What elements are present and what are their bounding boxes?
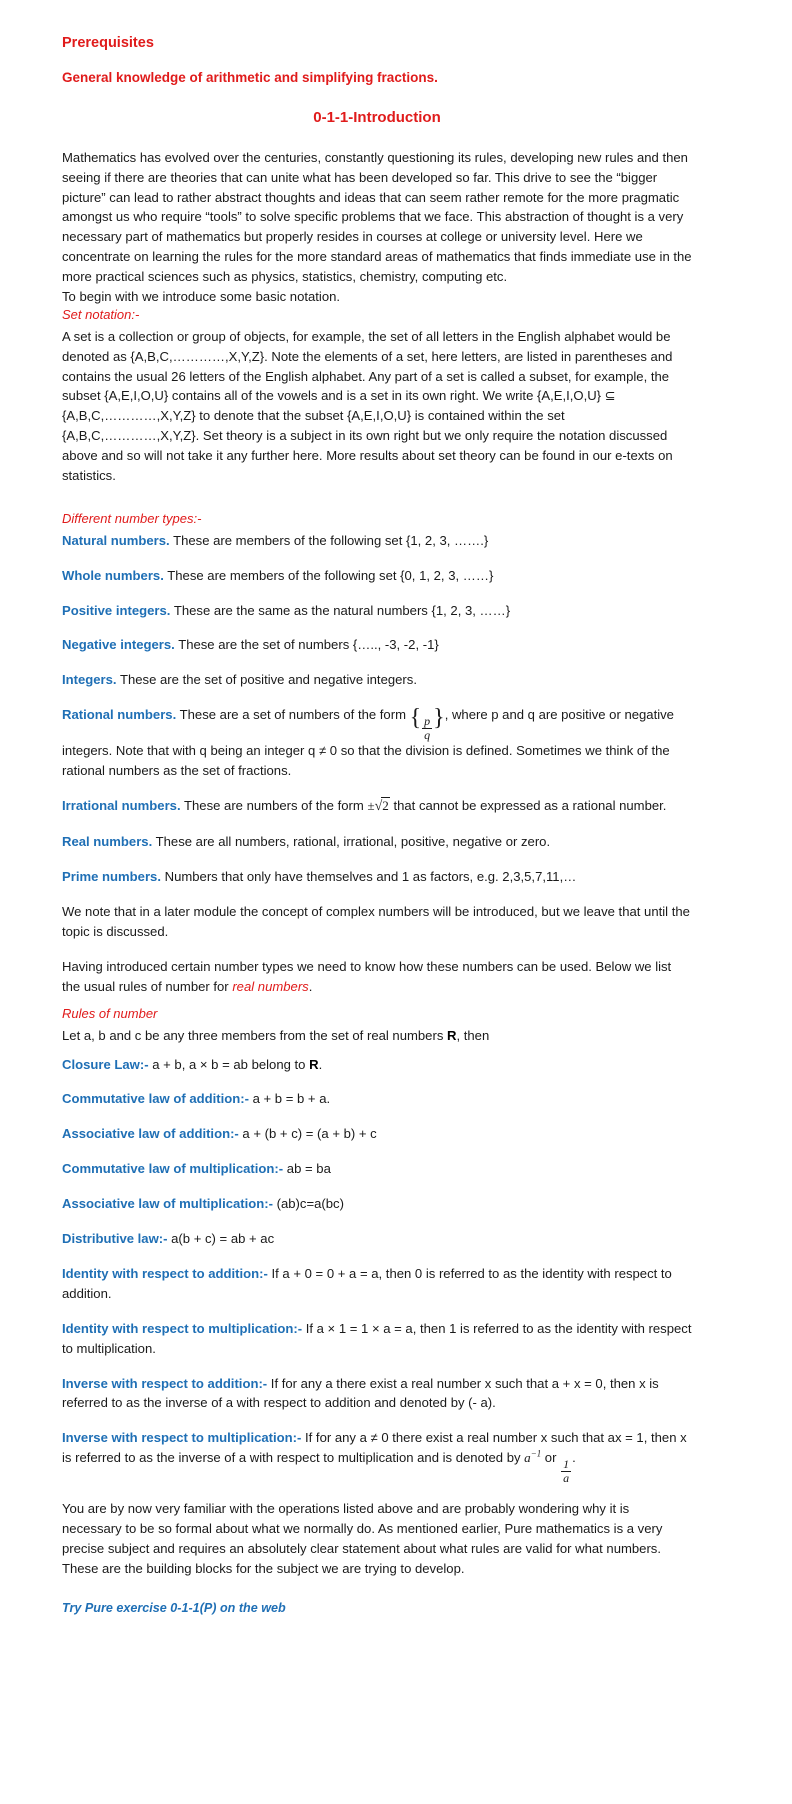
rules-intro-after: . — [308, 978, 313, 994]
rule-text: a + (b + c) = (a + b) + c — [238, 1126, 377, 1142]
section-title: 0-1-1-Introduction — [313, 109, 441, 126]
rule-label: Associative law of addition:- — [62, 1126, 239, 1142]
set-notation-paragraph: A set is a collection or group of objects, for example, the set of all letters in the English alphabet would be denoted as {A,B,C,…………,X,Y,Z}. Note the elements of a set, here letters, are listed in parentheses and contains the usual 26 letters of the English alphabet. Any part of a set is called a subset, for example, the subset {A,E,I,O,U} contains all of the vowels and is a set in its own right. We write {A,E,I,O,U} ⊆ {A,B,C,…………,X,Y,Z} to denote that the subset {A,E,I,O,U} is contained within the set {A,B,C,…………,X,Y,Z}. Set theory is a subject in its own right but we only require the notation discussed above and so will not take it any further here. More results about set theory can be found in our e-texts on statistics. — [62, 328, 673, 483]
rules-intro-paragraph — [62, 957, 692, 997]
rule-label: Identity with respect to multiplication:- — [62, 1320, 303, 1336]
number-type-desc: These are all numbers, rational, irrational, positive, negative or zero. — [152, 834, 551, 850]
number-type-desc: These are members of the following set {1, 2, 3, …….} — [169, 532, 489, 548]
number-type-prime — [62, 867, 692, 887]
rules-lead-after: , then — [456, 1027, 490, 1043]
rule-label: Closure Law:- — [62, 1056, 149, 1072]
rule-distributive-law — [62, 1229, 692, 1249]
number-type-irrational — [62, 796, 692, 817]
rule-label: Distributive law:- — [62, 1231, 168, 1247]
rule-associative-multiplication — [62, 1194, 692, 1214]
real-numbers-emphasis: real numbers — [232, 978, 309, 994]
number-type-label: Prime numbers. — [62, 869, 161, 885]
number-type-desc: Numbers that only have themselves and 1 as factors, e.g. 2,3,5,7,11,… — [160, 869, 577, 885]
rule-commutative-multiplication — [62, 1159, 692, 1179]
fraction-denominator: q — [424, 727, 431, 742]
number-type-positive-integers — [62, 601, 692, 621]
real-set-symbol: R — [447, 1027, 457, 1043]
rules-of-number-heading: Rules of number — [62, 1005, 158, 1021]
prerequisites-heading: Prerequisites — [62, 35, 154, 51]
number-type-desc: These are the set of numbers {….., -3, -2, -1} — [174, 637, 439, 653]
fraction-p-over-q — [422, 715, 432, 741]
section-spacer — [62, 501, 692, 511]
rule-label: Associative law of multiplication:- — [62, 1196, 273, 1212]
rule-closure-law — [62, 1055, 692, 1075]
fraction-numerator: 1 — [563, 1457, 570, 1472]
number-type-label: Natural numbers. — [62, 532, 170, 548]
number-type-label: Negative integers. — [62, 637, 175, 653]
rule-text-after: . — [572, 1450, 576, 1466]
rule-text: a + b, a × b = ab belong to — [148, 1056, 310, 1072]
rule-text: a + b = b + a. — [248, 1091, 331, 1107]
number-type-desc-after: that cannot be expressed as a rational number. — [389, 798, 667, 814]
number-type-label: Integers. — [62, 672, 117, 688]
number-type-rational — [62, 705, 692, 781]
square-root-icon — [375, 796, 390, 817]
rule-label: Commutative law of addition:- — [62, 1091, 249, 1107]
rule-text: ab = ba — [283, 1161, 331, 1177]
rules-intro-before: Having introduced certain number types we need to know how these numbers can be used. Below we list the usual rules of number for — [62, 959, 672, 994]
number-type-integers — [62, 670, 692, 690]
a-symbol: a — [524, 1450, 531, 1466]
prerequisites-text: General knowledge of arithmetic and simplifying fractions. — [62, 70, 438, 86]
rule-inverse-addition — [62, 1374, 692, 1414]
try-exercise-link[interactable]: Try Pure exercise 0-1-1(P) on the web — [62, 1600, 286, 1615]
closing-paragraph: You are by now very familiar with the operations listed above and are probably wondering why it is necessary to be so formal about what we normally do. As mentioned earlier, Pure mathematics is a very precise subject and requires an absolutely clear statement about what rules are valid for what numbers. These are the building blocks for the subject we are trying to develop. — [62, 1501, 663, 1577]
rule-text-tail: . — [318, 1056, 323, 1072]
rule-text: (ab)c=a(bc) — [273, 1196, 344, 1212]
number-type-negative-integers — [62, 635, 692, 655]
rule-label: Inverse with respect to addition:- — [62, 1375, 268, 1391]
complex-numbers-note: We note that in a later module the concept of complex numbers will be introduced, but we leave that until the topic is discussed. — [62, 904, 690, 940]
rule-text: If a × 1 = 1 × a = a, then 1 is referred to as the identity with respect to multiplication. — [62, 1320, 692, 1356]
number-type-label: Irrational numbers. — [62, 798, 181, 814]
number-type-desc: These are the set of positive and negative integers. — [116, 672, 417, 688]
begin-line: To begin with we introduce some basic notation. — [62, 288, 341, 304]
number-type-label: Real numbers. — [62, 834, 153, 850]
right-brace: } — [433, 704, 445, 731]
rule-identity-addition — [62, 1264, 692, 1304]
rule-label: Commutative law of multiplication:- — [62, 1161, 284, 1177]
number-type-label: Rational numbers. — [62, 707, 177, 723]
plus-minus-symbol: ± — [367, 798, 375, 814]
rule-associative-addition — [62, 1124, 692, 1144]
rule-commutative-addition — [62, 1089, 692, 1109]
rule-inverse-multiplication — [62, 1428, 692, 1484]
rule-text: If for any a there exist a real number x such that a + x = 0, then x is referred to as the inverse of a with respect to addition and denoted by (- a). — [62, 1375, 659, 1411]
rule-text: a(b + c) = ab + ac — [167, 1231, 275, 1247]
number-type-whole — [62, 566, 692, 586]
number-type-real — [62, 832, 692, 852]
left-brace: { — [409, 704, 422, 731]
rule-text: If a + 0 = 0 + a = a, then 0 is referred to as the identity with respect to addition. — [62, 1265, 672, 1301]
real-set-symbol: R — [309, 1056, 319, 1072]
radicand: 2 — [382, 798, 389, 814]
rule-text-middle: or — [541, 1450, 561, 1466]
number-type-desc-before: These are a set of numbers of the form — [176, 707, 410, 723]
number-type-desc: These are the same as the natural numbers {1, 2, 3, ……} — [170, 602, 511, 618]
rules-lead-line — [62, 1026, 692, 1046]
set-notation-heading: Set notation:- — [62, 306, 140, 322]
number-type-desc: These are members of the following set {0, 1, 2, 3, ……} — [163, 567, 494, 583]
exponent-minus-one: −1 — [530, 1448, 542, 1459]
rule-text-before: If for any a ≠ 0 there exist a real number x such that ax = 1, then x is referred to as the inverse of a with respect to multiplication and is denoted by — [62, 1430, 687, 1466]
rule-label: Inverse with respect to multiplication:- — [62, 1430, 302, 1446]
number-type-desc-after: , where p and q are positive or negative integers. Note that with q being an integer q ≠ 0 so that the division is defined. Sometimes we think of the rational numbers as the set of fractions. — [62, 707, 674, 779]
intro-paragraph: Mathematics has evolved over the centuries, constantly questioning its rules, developing new rules and then seeing if there are theories that can unite what has been developed so far. This drive to see the “bigger picture” can lead to rather abstract thoughts and ideas that can seem rather remote for the more pragmatic amongst us who require “tools” to solve specific problems that we face. This abstraction of thought is a very necessary part of mathematics but properly resides in courses at college or university level. Here we concentrate on learning the rules for the more standard areas of mathematics that finds immediate use in the more practical sciences such as physics, statistics, chemistry, computing etc. — [62, 149, 692, 285]
rules-lead-before: Let a, b and c be any three members from the set of real numbers — [62, 1027, 448, 1043]
number-type-desc-before: These are numbers of the form — [180, 798, 368, 814]
number-type-label: Positive integers. — [62, 602, 171, 618]
rule-label: Identity with respect to addition:- — [62, 1265, 268, 1281]
number-type-label: Whole numbers. — [62, 567, 164, 583]
rule-identity-multiplication — [62, 1319, 692, 1359]
radical-sign: √ — [374, 799, 383, 815]
number-type-natural — [62, 531, 692, 551]
fraction-denominator: a — [563, 1470, 570, 1485]
number-types-heading: Different number types:- — [62, 510, 202, 526]
fraction-one-over-a — [561, 1458, 571, 1484]
fraction-numerator: p — [424, 714, 431, 729]
